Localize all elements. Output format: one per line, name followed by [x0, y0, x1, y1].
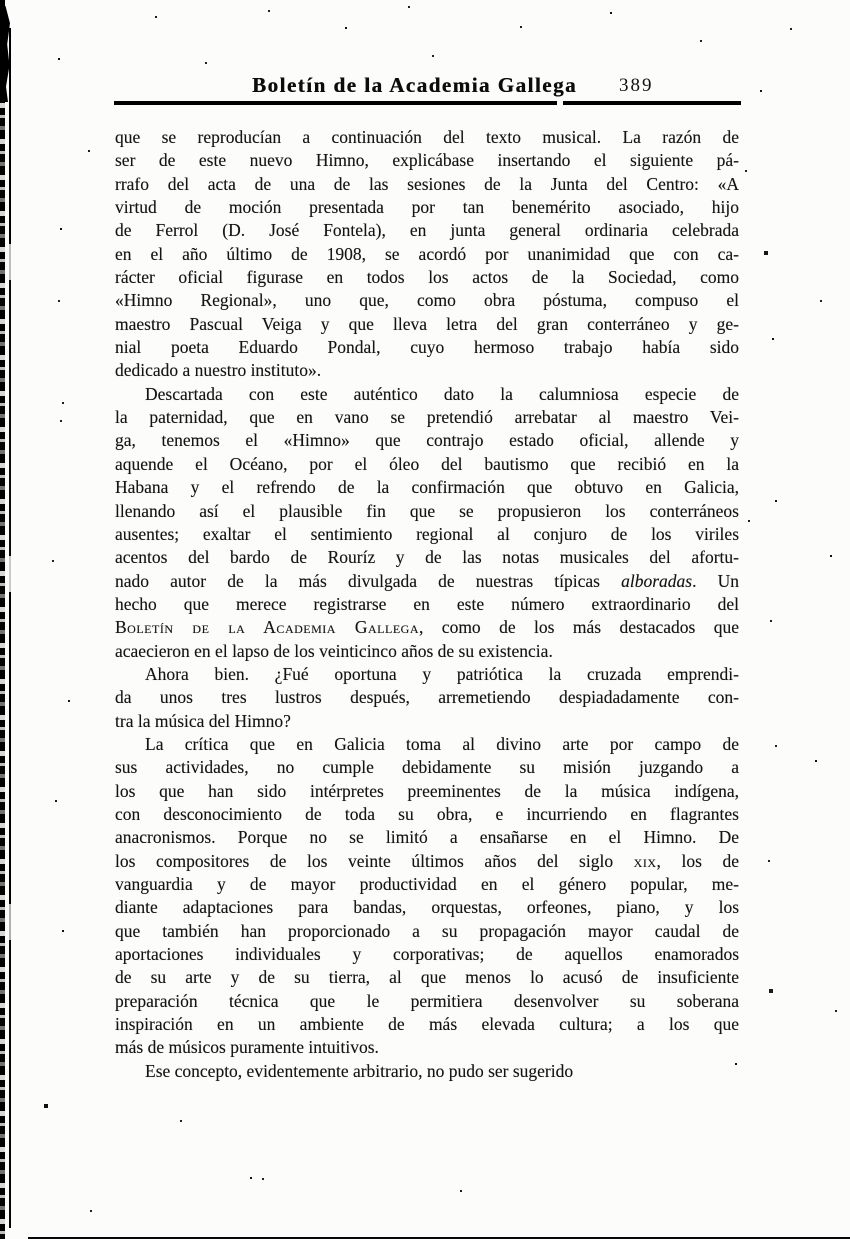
text-line: nado autor de la más divulgada de nuestras típicas alboradas. Un	[115, 570, 739, 591]
text-line: nial poeta Eduardo Pondal, cuyo hermoso trabajo había sido	[115, 337, 739, 358]
text-line: tra la música del Himno?	[115, 710, 291, 731]
text-line: de Ferrol (D. José Fontela), en junta general ordinaria celebrada	[115, 220, 739, 241]
text-line: virtud de moción presentada por tan benemérito asociado, hijo	[115, 197, 739, 218]
text-line: rrafo del acta de una de las sesiones de la Junta del Centro: «A	[115, 173, 739, 194]
text-line: Habana y el refrendo de la confirmación que obtuvo en Galicia,	[115, 477, 739, 498]
text-line: acaecieron en el lapso de los veinticinco años de su existencia.	[115, 640, 553, 661]
text-line: hecho que merece registrarse en este número extraordinario del	[115, 593, 739, 614]
running-header-title: Boletín de la Academia Gallega	[252, 73, 577, 97]
text-block	[115, 126, 739, 1083]
text-line: dedicado a nuestro instituto».	[115, 360, 322, 381]
text-line: preparación técnica que le permitiera desenvolver su soberana	[115, 990, 739, 1011]
text-line: más de músicos puramente intuitivos.	[115, 1037, 379, 1058]
text-line: ausentes; exaltar el sentimiento regional al conjuro de los viriles	[115, 523, 739, 544]
text-line: aportaciones individuales y corporativas; de aquellos enamorados	[115, 944, 739, 965]
text-line: rácter oficial figurase en todos los actos de la Sociedad, como	[115, 267, 739, 288]
text-line: maestro Pascual Veiga y que lleva letra del gran conterráneo y ge-	[115, 313, 739, 334]
text-line: da unos tres lustros después, arremetiendo despiadadamente con-	[115, 687, 739, 708]
header-rule	[114, 101, 741, 105]
text-line: ga, tenemos el «Himno» que contrajo estado oficial, allende y	[115, 430, 739, 451]
text-line: de su arte y de su tierra, al que menos lo acusó de insuficiente	[115, 967, 739, 988]
text-line: acentos del bardo de Rouríz y de las notas musicales del afortu-	[115, 547, 739, 568]
text-line: Ese concepto, evidentemente arbitrario, no pudo ser sugerido	[145, 1060, 574, 1081]
text-line: ser de este nuevo Himno, explicábase insertando el siguiente pá-	[115, 150, 739, 171]
text-line: los compositores de los veinte últimos años del siglo xix, los de	[115, 850, 739, 871]
text-line: inspiración en un ambiente de más elevada cultura; a los que	[115, 1014, 739, 1035]
text-line: con desconocimiento de toda su obra, e incurriendo en flagrantes	[115, 803, 739, 824]
text-line: los que han sido intérpretes preeminentes de la música indígena,	[115, 780, 739, 801]
text-line: en el año último de 1908, se acordó por unanimidad que con ca-	[115, 243, 739, 264]
text-line: Ahora bien. ¿Fué oportuna y patriótica la cruzada emprendi-	[145, 663, 739, 684]
text-line: llenando así el plausible fin que se propusieron los conterráneos	[115, 500, 739, 521]
text-line: «Himno Regional», uno que, como obra póstuma, compuso el	[115, 290, 739, 311]
binding-edge-shadow	[0, 0, 5, 1239]
scan-noise-specks	[0, 0, 2, 2]
text-line: la paternidad, que en vano se pretendió arrebatar al maestro Vei-	[115, 407, 739, 428]
text-line: sus actividades, no cumple debidamente su misión juzgando a	[115, 757, 739, 778]
text-line: que también han proporcionado a su propagación mayor caudal de	[115, 920, 739, 941]
binding-edge-line	[9, 28, 11, 1228]
text-line: vanguardia y de mayor productividad en el género popular, me-	[115, 874, 739, 894]
text-line: La crítica que en Galicia toma al divino arte por campo de	[145, 733, 739, 754]
text-line: diante adaptaciones para bandas, orquestas, orfeones, piano, y los	[115, 897, 739, 918]
page-number: 389	[619, 75, 654, 96]
text-line: que se reproducían a continuación del texto musical. La razón de	[115, 127, 739, 147]
text-line: Boletín de la Academia Gallega, como de los más destacados que	[115, 617, 740, 638]
text-line: Descartada con este auténtico dato la calumniosa especie de	[145, 383, 739, 404]
text-line: aquende el Océano, por el óleo del bautismo que recibió en la	[115, 453, 739, 474]
text-line: anacronismos. Porque no se limitó a ensañarse en el Himno. De	[115, 827, 739, 848]
